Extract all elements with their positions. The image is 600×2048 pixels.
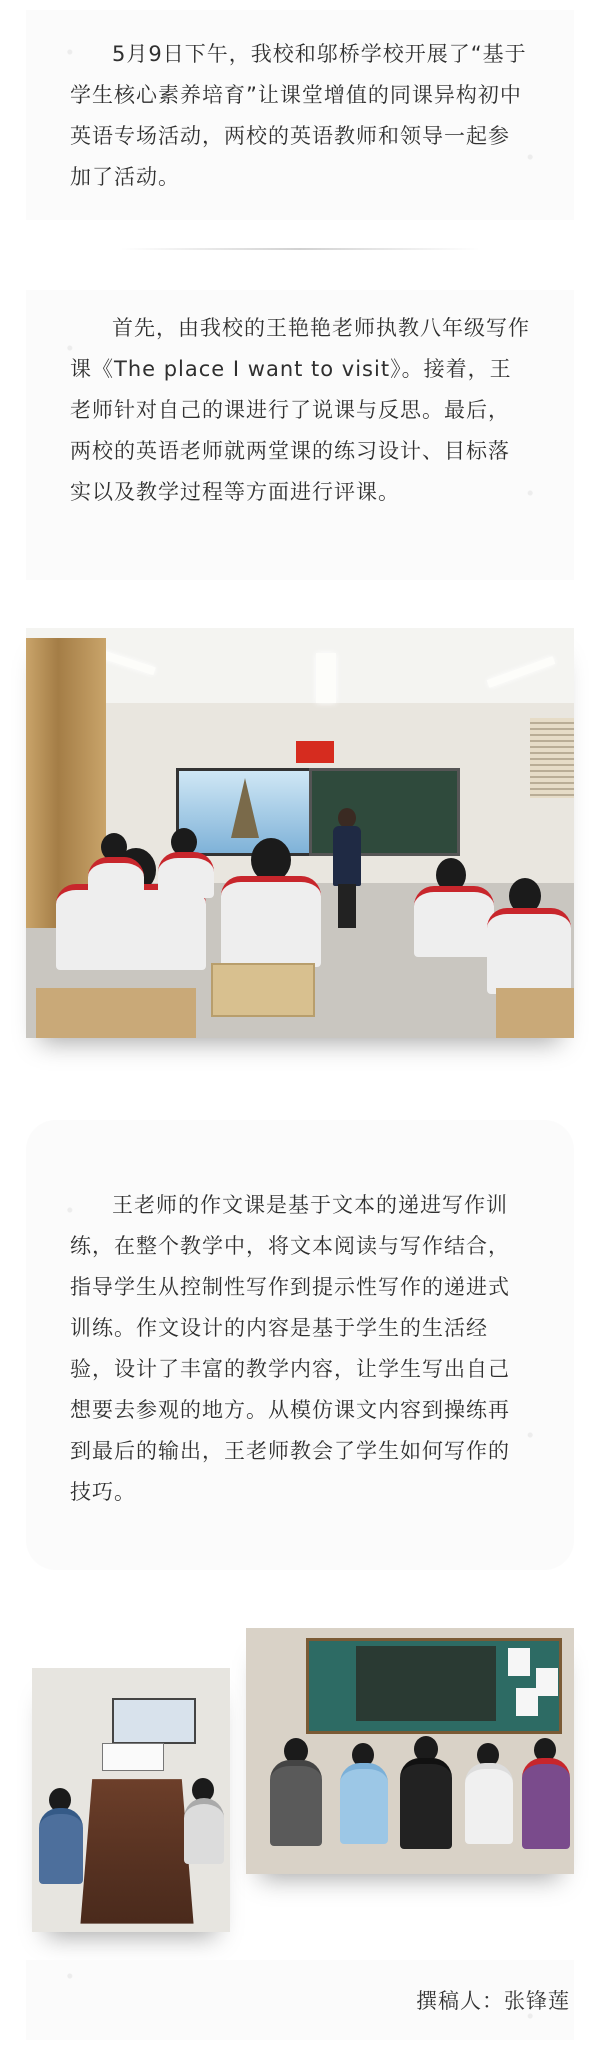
meeting-table xyxy=(80,1779,193,1924)
intro-paragraph: 5月9日下午，我校和邬桥学校开展了“基于学生核心素养培育”让课堂增值的同课异构初中英语专场活动，两校的英语教师和领导一起参加了活动。 xyxy=(70,42,527,189)
wall-frame xyxy=(112,1698,196,1744)
classroom-photo xyxy=(26,628,574,1038)
flag xyxy=(296,741,334,763)
teacher-figure xyxy=(329,808,365,928)
attendee xyxy=(182,1778,227,1868)
student xyxy=(86,833,146,893)
student xyxy=(481,878,571,998)
window-blind xyxy=(530,718,574,798)
section-divider xyxy=(120,248,480,250)
byline: 撰稿人：张锋莲 xyxy=(416,1989,570,2013)
attendee xyxy=(336,1743,391,1853)
attendee xyxy=(396,1736,456,1856)
summary-paragraph: 王老师的作文课是基于文本的递进写作训练，在整个教学中，将文本阅读与写作结合，指导学生从控制性写作到提示性写作的递进式训练。作文设计的内容是基于学生的生活经验，设计了丰富的教学内容，让学生写出自己想要去参观的地方。从模仿课文内容到操练再到最后的输出，王老师教会了学生如何写作的技巧。 xyxy=(70,1193,510,1504)
meeting-photo xyxy=(32,1668,230,1932)
chalkboard xyxy=(356,1646,496,1721)
activity-paragraph: 首先，由我校的王艳艳老师执教八年级写作课《The place I want to visit》。接着，王老师针对自己的课进行了说课与反思。最后，两校的英语老师就两堂课的练习设计、目标落实以及教学过程等方面进行评课。 xyxy=(70,316,530,504)
attendee xyxy=(266,1738,326,1858)
attendee xyxy=(461,1743,516,1853)
seminar-photo xyxy=(246,1628,574,1874)
eiffel-tower-slide xyxy=(231,778,259,838)
attendee xyxy=(518,1738,573,1858)
student xyxy=(156,828,216,888)
student xyxy=(211,838,331,968)
attendee xyxy=(37,1788,87,1888)
calligraphy-scroll xyxy=(102,1743,164,1771)
